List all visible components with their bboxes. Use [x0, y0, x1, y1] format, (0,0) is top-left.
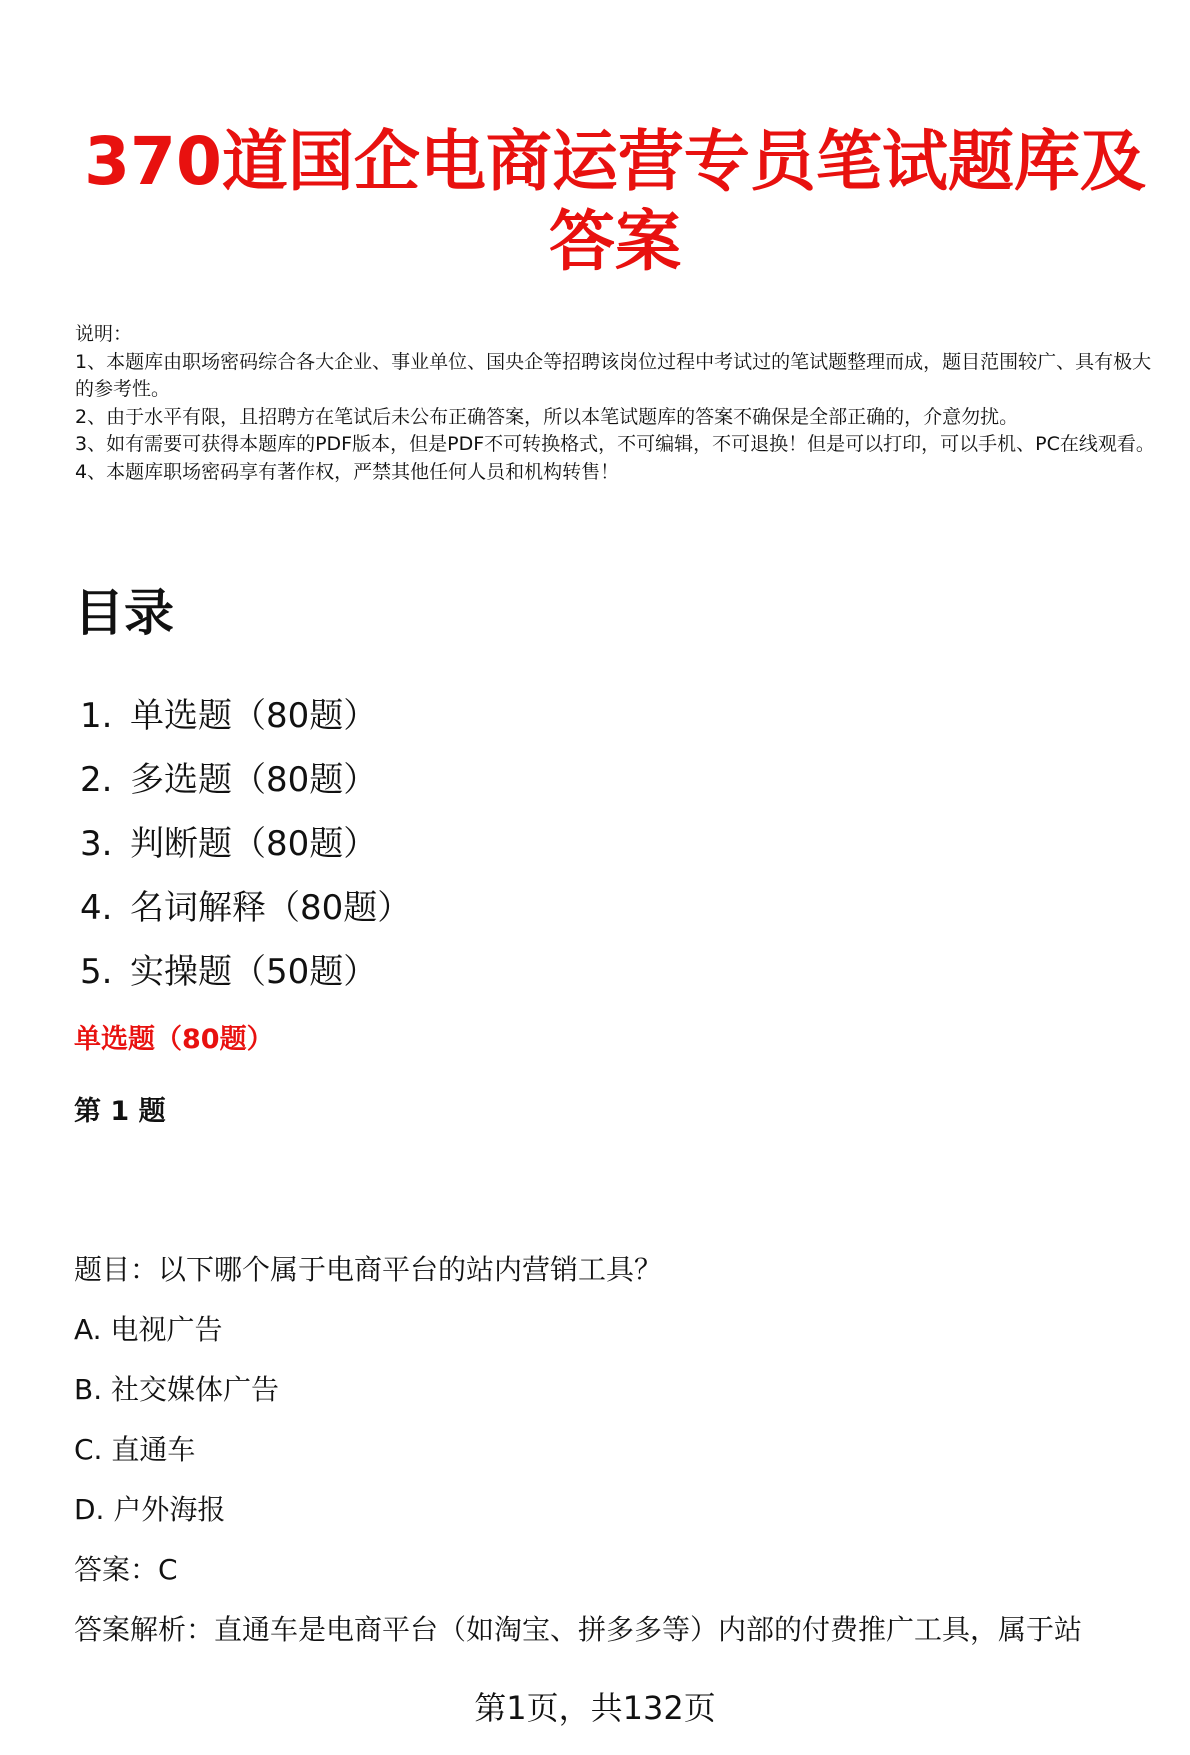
toc-item[interactable] — [80, 876, 411, 940]
toc-list — [80, 684, 411, 1004]
question-number: 第 1 题 — [74, 1096, 166, 1127]
question-stem: 题目：以下哪个属于电商平台的站内营销工具？ — [74, 1253, 663, 1286]
document-title — [60, 122, 1170, 282]
toc-item[interactable] — [80, 940, 411, 1004]
answer-explanation: 答案解析：直通车是电商平台（如淘宝、拼多多等）内部的付费推广工具，属于站 — [74, 1613, 1083, 1646]
toc-item-number: 4. — [80, 888, 113, 928]
toc-item-number: 1. — [80, 696, 113, 736]
option-b: B. 社交媒体广告 — [74, 1373, 280, 1406]
toc-item[interactable] — [80, 748, 411, 812]
toc-item-label: 判断题（80题） — [130, 824, 378, 864]
toc-item-number: 3. — [80, 824, 113, 864]
toc-item-label: 实操题（50题） — [130, 952, 378, 992]
toc-item-label: 多选题（80题） — [130, 760, 378, 800]
option-a: A. 电视广告 — [74, 1313, 223, 1346]
title-line-1: 370道国企电商运营专员笔试题库及 — [84, 123, 1146, 200]
question-body — [74, 1240, 1164, 1660]
toc-item-number: 2. — [80, 760, 113, 800]
title-line-2: 答案 — [549, 203, 681, 280]
instruction-item-1: 1、本题库由职场密码综合各大企业、事业单位、国央企等招聘该岗位过程中考试过的笔试题整理而成，题目范围较广、具有极大的参考性。 — [75, 350, 1152, 400]
section-heading: 单选题（80题） — [74, 1024, 274, 1055]
instructions-block — [75, 321, 1155, 486]
toc-item[interactable] — [80, 684, 411, 748]
instruction-item-2: 2、由于水平有限，且招聘方在笔试后未公布正确答案，所以本笔试题库的答案不确保是全部正确的，介意勿扰。 — [75, 405, 1019, 428]
toc-heading: 目录 — [74, 584, 174, 642]
page-footer: 第1页，共132页 — [474, 1689, 716, 1727]
instruction-item-4: 4、本题库职场密码享有著作权，严禁其他任何人员和机构转售！ — [75, 460, 620, 483]
instruction-item-3: 3、如有需要可获得本题库的PDF版本，但是PDF不可转换格式，不可编辑，不可退换！但是可以打印，可以手机、PC在线观看。 — [75, 433, 1155, 455]
toc-item-number: 5. — [80, 952, 113, 992]
option-c: C. 直通车 — [74, 1433, 196, 1466]
toc-item[interactable] — [80, 812, 411, 876]
answer: 答案：C — [74, 1553, 178, 1586]
instructions-heading: 说明： — [75, 323, 133, 345]
toc-item-label: 名词解释（80题） — [130, 888, 412, 928]
option-d: D. 户外海报 — [74, 1493, 226, 1526]
toc-item-label: 单选题（80题） — [130, 696, 378, 736]
